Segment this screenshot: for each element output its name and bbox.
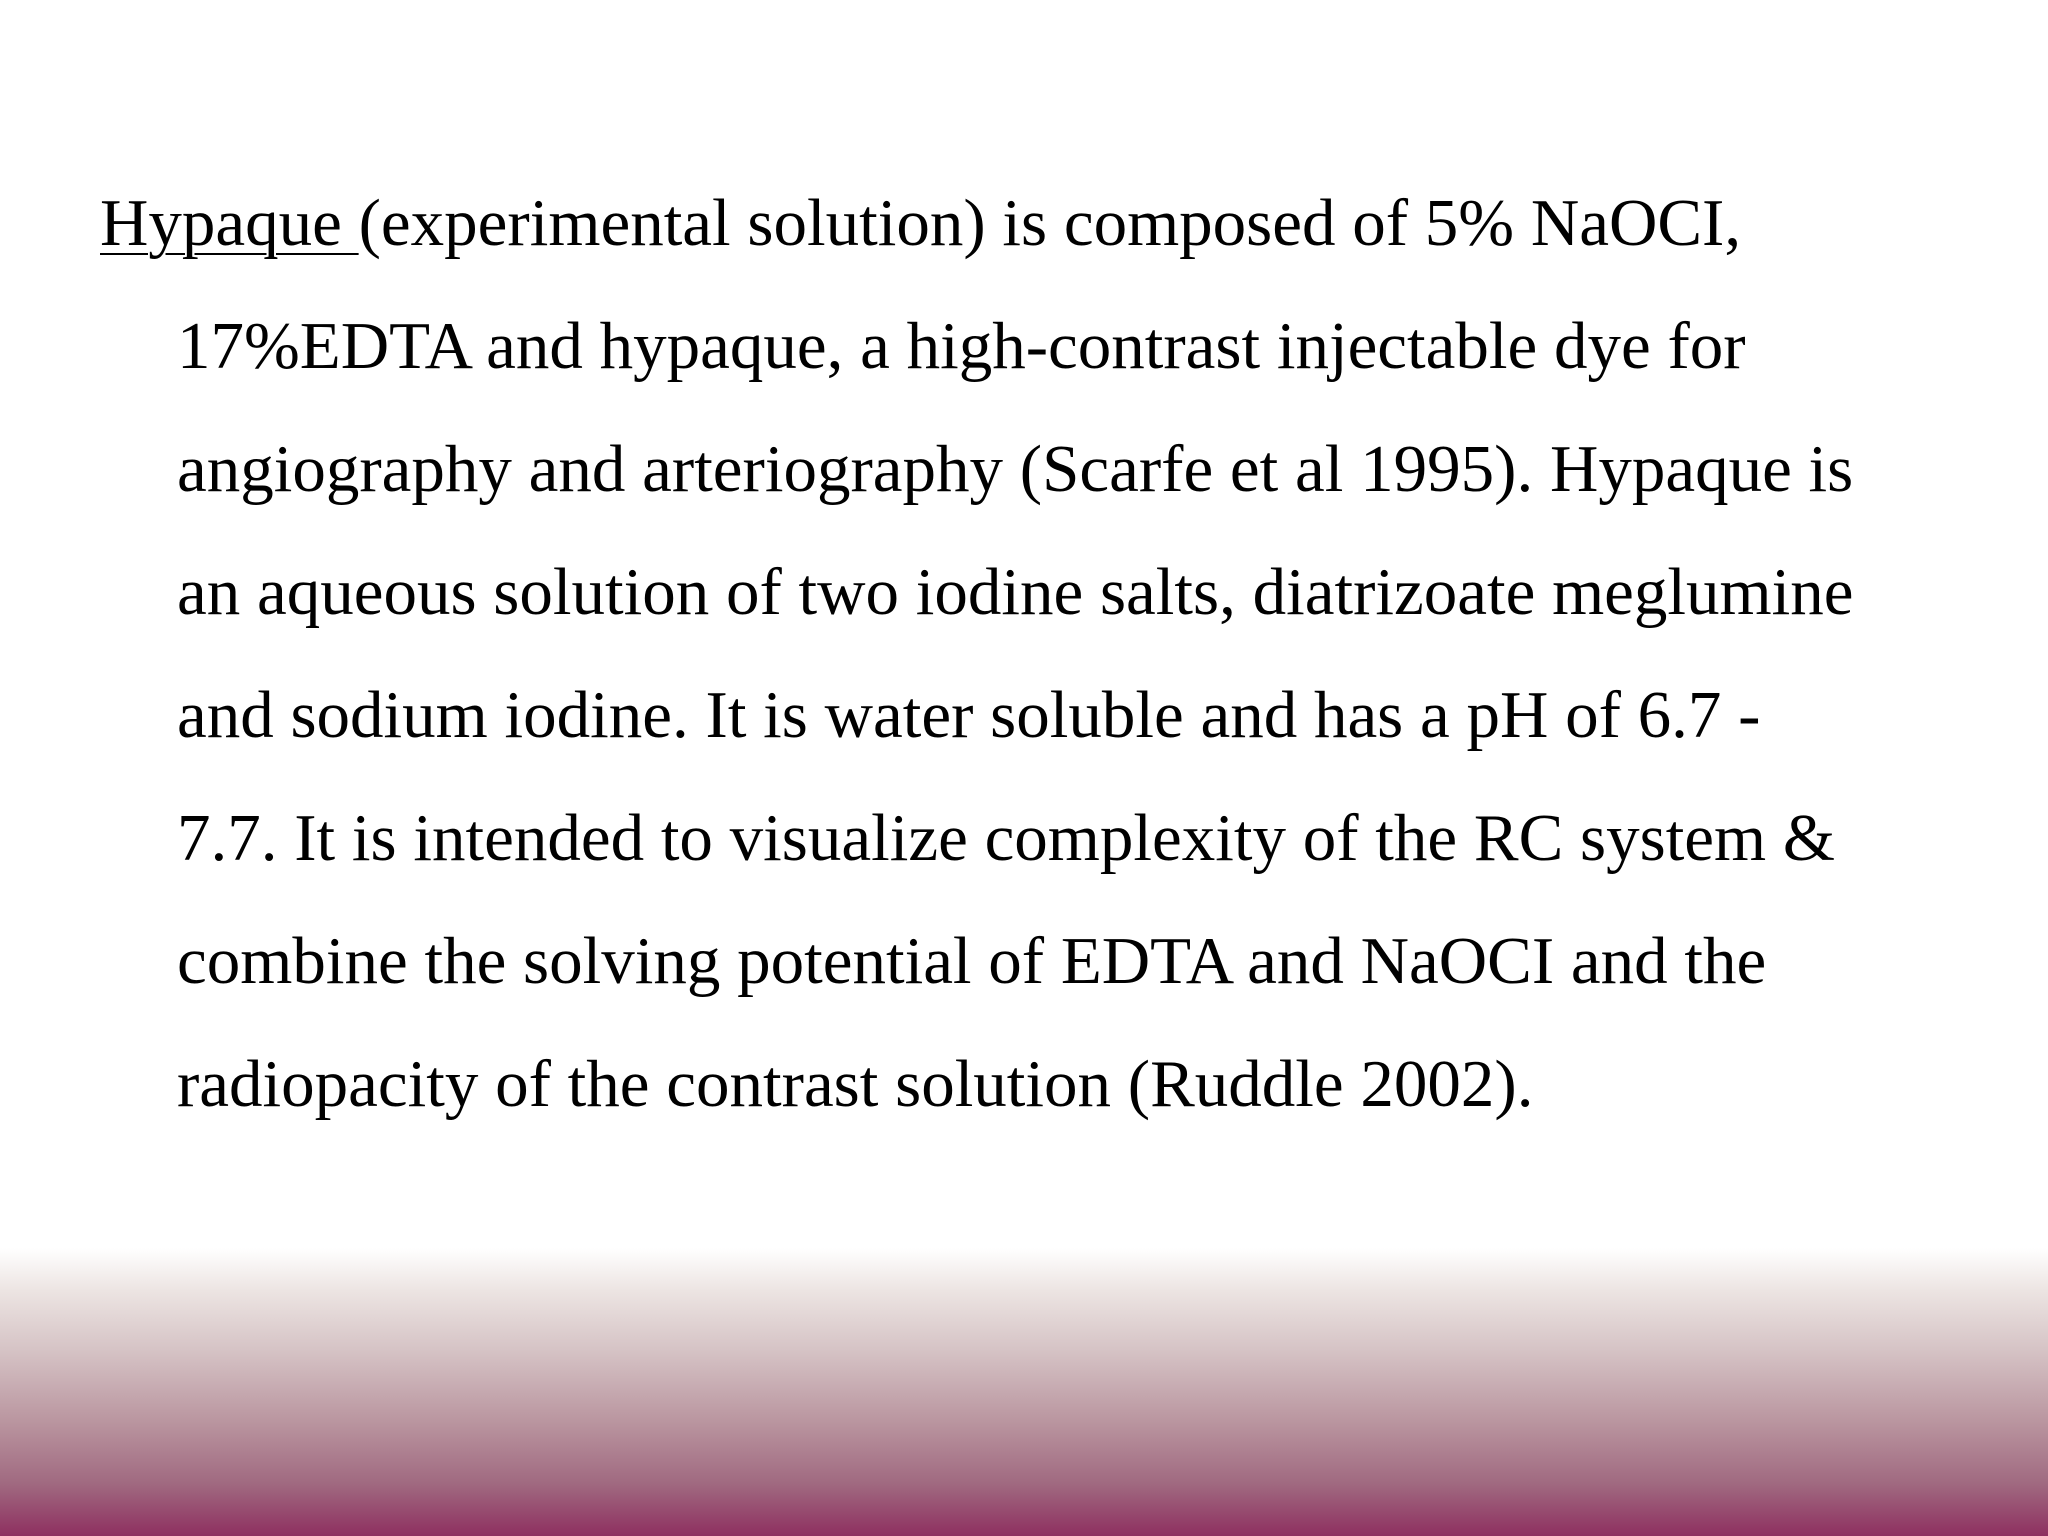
paragraph-line-8: radiopacity of the contrast solution (Ruddle 2002). — [177, 1047, 1534, 1121]
body-paragraph — [100, 162, 2007, 1146]
paragraph-line-1: (experimental solution) is composed of 5% NaOCI, — [358, 186, 1742, 260]
paragraph-line-4: an aqueous solution of two iodine salts, diatrizoate meglumine — [177, 555, 1854, 629]
paragraph-line-3: angiography and arteriography (Scarfe et al 1995). Hypaque is — [177, 432, 1854, 506]
paragraph-line-7: combine the solving potential of EDTA and NaOCI and the — [177, 924, 1767, 998]
paragraph-line-2: 17%EDTA and hypaque, a high-contrast injectable dye for — [177, 309, 1746, 383]
paragraph-line-6: 7.7. It is intended to visualize complexity of the RC system & — [177, 801, 1836, 875]
paragraph-line-5: and sodium iodine. It is water soluble and has a pH of 6.7 - — [177, 678, 1761, 752]
bottom-gradient-band — [0, 1248, 2048, 1536]
term-hypaque: Hypaque — [100, 186, 359, 260]
